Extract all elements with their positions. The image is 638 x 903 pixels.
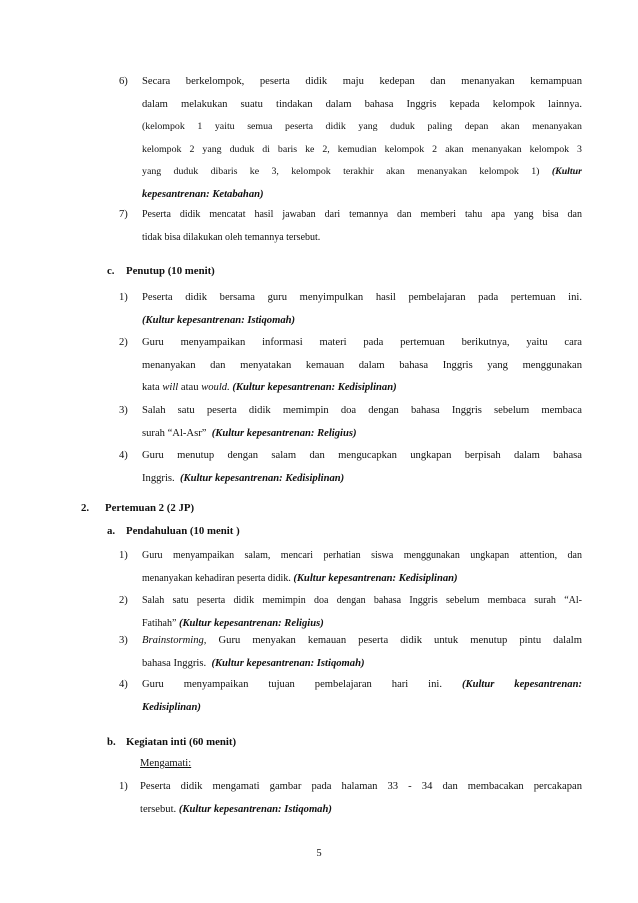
kultur-tag: Kedisiplinan) xyxy=(142,701,201,713)
text-line: Fatihah” xyxy=(142,617,177,629)
pendahuluan-item-2 xyxy=(142,590,582,635)
text-line: Peserta didik mengamati gambar pada halaman 33 - 34 dan membacakan percakapan xyxy=(140,781,582,792)
text-line: bahasa Inggris. xyxy=(142,657,207,669)
text-line: Peserta didik mencatat hasil jawaban dari temannya dan memberi tahu apa yang bisa dan xyxy=(142,209,582,220)
kultur-tag: (Kultur kepesantrenan: Kedisiplinan) xyxy=(232,382,397,394)
text-line: Guru menyampaikan salam, mencari perhatian siswa menggunakan ungkapan attention, dan xyxy=(142,550,582,561)
text-line: kelompok 2 yang duduk di baris ke 2, kemudian kelompok 2 akan menanyakan kelompok 3 xyxy=(142,143,582,155)
pendahuluan-item-4 xyxy=(142,674,582,719)
section-letter: a. xyxy=(107,525,116,537)
item-number: 1) xyxy=(119,781,128,792)
item-number: 1) xyxy=(119,550,128,561)
text-line: Guru menyampaikan tujuan pembelajaran hari ini. xyxy=(142,679,443,690)
item-number: 3) xyxy=(119,635,128,646)
text-line: dalam melakukan suatu tindakan dalam bahasa Inggris kepada kelompok lainnya. xyxy=(142,98,582,110)
kultur-tag: (Kultur kepesantrenan: Istiqomah) xyxy=(142,314,296,326)
kultur-tag: (Kultur kepesantrenan: Istiqomah) xyxy=(211,657,365,669)
kultur-tag: (Kultur kepesantrenan: Kedisiplinan) xyxy=(293,572,458,584)
page-number: 5 xyxy=(316,848,322,859)
section-heading: Penutup (10 menit) xyxy=(126,265,215,277)
text-line: Secara berkelompok, peserta didik maju kedepan dan menanyakan kemampuan xyxy=(142,76,582,87)
text-line: Inggris. xyxy=(142,472,175,484)
item-number: 3) xyxy=(119,405,128,416)
kultur-tag: (Kultur kepesantrenan: Religius) xyxy=(211,427,357,439)
text-line: Salah satu peserta didik memimpin doa dengan bahasa Inggris sebelum membaca xyxy=(142,405,582,416)
item-7-text xyxy=(142,204,582,249)
kultur-tag: kepesantrenan: Ketabahan) xyxy=(142,188,264,200)
item-number: 2) xyxy=(119,595,128,606)
kultur-tag: (Kultur xyxy=(551,166,583,178)
section-letter: c. xyxy=(107,265,115,277)
text-line: Peserta didik bersama guru menyimpulkan hasil pembelajaran pada pertemuan ini. xyxy=(142,292,582,303)
text-line: Guru menyakan kemauan peserta didik untuk menutup pintu dalalm xyxy=(218,635,582,646)
item-number: 6) xyxy=(119,76,128,87)
text-line: Guru menyampaikan informasi materi pada pertemuan berikutnya, yaitu cara xyxy=(142,337,582,348)
text-line: tersebut. xyxy=(140,803,177,815)
penutup-item-2 xyxy=(142,332,582,400)
meeting-title: Pertemuan 2 (2 JP) xyxy=(105,502,195,514)
kegiatan-item-1 xyxy=(140,776,582,821)
kultur-tag: (Kultur kepesantrenan: Istiqomah) xyxy=(178,803,332,815)
text-line: menanyakan kehadiran peserta didik. xyxy=(142,572,291,584)
text-line: surah “Al-Asr” xyxy=(142,427,207,439)
item-number: 4) xyxy=(119,679,128,690)
penutup-item-4 xyxy=(142,445,582,490)
item-number: 1) xyxy=(119,292,128,303)
text-line: (kelompok 1 yaitu semua peserta didik yang duduk paling depan akan menanyakan xyxy=(142,121,582,133)
text-fragment: atau xyxy=(180,382,199,394)
subheading: Mengamati: xyxy=(140,758,192,769)
text-fragment: Brainstorming, xyxy=(142,635,207,646)
section-heading: Kegiatan inti (60 menit) xyxy=(126,736,237,748)
text-fragment: kata xyxy=(142,382,160,394)
item-number: 4) xyxy=(119,450,128,461)
kultur-tag: (Kultur kepesantrenan: Religius) xyxy=(178,617,324,629)
pendahuluan-item-3 xyxy=(142,630,582,675)
penutup-item-1 xyxy=(142,287,582,332)
meeting-number: 2. xyxy=(81,502,90,514)
kultur-tag: (Kultur kepesantrenan: Kedisiplinan) xyxy=(179,472,345,484)
text-fragment: will xyxy=(162,382,179,394)
section-letter: b. xyxy=(107,736,116,748)
text-line: yang duduk dibaris ke 3, kelompok terakhir akan menanyakan kelompok 1) xyxy=(142,166,540,178)
text-line: Salah satu peserta didik memimpin doa dengan bahasa Inggris sebelum membaca surah “Al- xyxy=(142,595,582,606)
item-number: 2) xyxy=(119,337,128,348)
text-fragment: would. xyxy=(201,382,230,394)
penutup-item-3 xyxy=(142,400,582,445)
item-number: 7) xyxy=(119,209,128,220)
pendahuluan-item-1 xyxy=(142,545,582,590)
text-line: menanyakan dan menyatakan kemauan dalam bahasa Inggris yang menggunakan xyxy=(142,359,582,371)
text-line: Guru menutup dengan salam dan mengucapkan ungkapan berpisah dalam bahasa xyxy=(142,450,582,461)
section-heading: Pendahuluan (10 menit ) xyxy=(126,525,240,537)
item-6-text xyxy=(142,71,582,207)
kultur-tag: (Kultur kepesantrenan: xyxy=(461,679,582,690)
text-line: tidak bisa dilakukan oleh temannya tersebut. xyxy=(142,231,321,243)
